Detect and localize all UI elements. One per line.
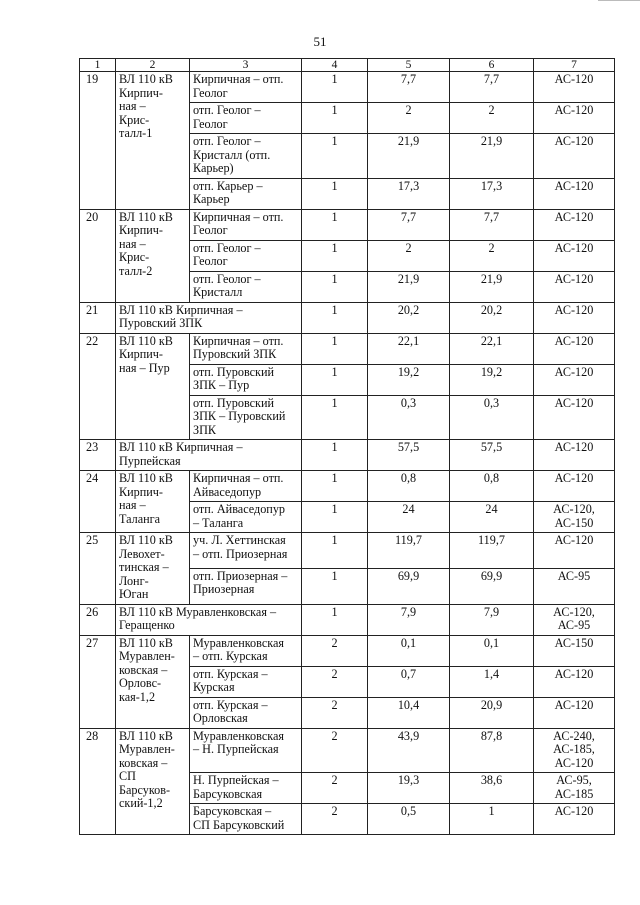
route-length: 0,5	[368, 804, 450, 835]
table-row	[80, 72, 615, 103]
line-name: ВЛ 110 кВ Кирпич- ная – Таланга	[116, 471, 190, 533]
table-row	[80, 533, 615, 569]
route-length: 0,8	[368, 471, 450, 502]
line-section: Кирпичная – отп. Геолог	[190, 209, 302, 240]
route-length: 43,9	[368, 728, 450, 773]
line-section: отп. Геолог – Геолог	[190, 103, 302, 134]
route-length: 17,3	[368, 178, 450, 209]
route-length: 69,9	[368, 568, 450, 604]
line-name: ВЛ 110 кВ Кирпич- ная – Пур	[116, 333, 190, 440]
corner-mark	[598, 0, 640, 1]
route-length: 0,1	[368, 635, 450, 666]
circuit-count: 1	[302, 134, 368, 179]
circuit-length: 69,9	[450, 568, 534, 604]
circuit-count: 2	[302, 804, 368, 835]
line-name: ВЛ 110 кВ Муравленковская – Геращенко	[116, 604, 302, 635]
circuit-count: 1	[302, 395, 368, 440]
row-number: 20	[80, 209, 116, 302]
circuit-count: 1	[302, 533, 368, 569]
line-section: отп. Пуровский ЗПК – Пур	[190, 364, 302, 395]
wire-grade: АС-120	[534, 134, 615, 179]
row-number: 28	[80, 728, 116, 835]
circuit-length: 7,7	[450, 209, 534, 240]
wire-grade: АС-120	[534, 209, 615, 240]
line-section: Муравленковская – отп. Курская	[190, 635, 302, 666]
circuit-length: 0,8	[450, 471, 534, 502]
wire-grade: АС-120, АС-95	[534, 604, 615, 635]
wire-grade: АС-120	[534, 804, 615, 835]
line-name: ВЛ 110 кВ Муравлен- ковская – Орловс- кая-1,2	[116, 635, 190, 728]
line-section: Кирпичная – отп. Геолог	[190, 72, 302, 103]
route-length: 20,2	[368, 302, 450, 333]
line-section: Барсуковская – СП Барсуковский	[190, 804, 302, 835]
route-length: 0,3	[368, 395, 450, 440]
wire-grade: АС-240, АС-185, АС-120	[534, 728, 615, 773]
circuit-length: 57,5	[450, 440, 534, 471]
column-header: 7	[534, 59, 615, 72]
circuit-count: 2	[302, 635, 368, 666]
route-length: 7,9	[368, 604, 450, 635]
column-header: 1	[80, 59, 116, 72]
wire-grade: АС-150	[534, 635, 615, 666]
route-length: 24	[368, 502, 450, 533]
route-length: 21,9	[368, 134, 450, 179]
circuit-length: 21,9	[450, 134, 534, 179]
row-number: 23	[80, 440, 116, 471]
circuit-count: 2	[302, 666, 368, 697]
circuit-length: 21,9	[450, 271, 534, 302]
column-header: 3	[190, 59, 302, 72]
line-name: ВЛ 110 кВ Кирпичная – Пуровский ЗПК	[116, 302, 302, 333]
row-number: 27	[80, 635, 116, 728]
wire-grade: АС-120	[534, 697, 615, 728]
circuit-length: 20,2	[450, 302, 534, 333]
wire-grade: АС-95	[534, 568, 615, 604]
line-section: отп. Курская – Орловская	[190, 697, 302, 728]
circuit-count: 1	[302, 178, 368, 209]
route-length: 19,3	[368, 773, 450, 804]
circuit-length: 7,9	[450, 604, 534, 635]
wire-grade: АС-120	[534, 364, 615, 395]
row-number: 22	[80, 333, 116, 440]
table-row	[80, 728, 615, 773]
wire-grade: АС-95, АС-185	[534, 773, 615, 804]
wire-grade: АС-120	[534, 178, 615, 209]
table-row	[80, 440, 615, 471]
circuit-length: 17,3	[450, 178, 534, 209]
column-header: 5	[368, 59, 450, 72]
column-header: 2	[116, 59, 190, 72]
row-number: 25	[80, 533, 116, 605]
circuit-length: 19,2	[450, 364, 534, 395]
route-length: 22,1	[368, 333, 450, 364]
wire-grade: АС-120	[534, 240, 615, 271]
circuit-length: 1,4	[450, 666, 534, 697]
line-section: уч. Л. Хеттинская – отп. Приозерная	[190, 533, 302, 569]
circuit-count: 1	[302, 440, 368, 471]
circuit-count: 1	[302, 271, 368, 302]
circuit-length: 0,3	[450, 395, 534, 440]
circuit-length: 2	[450, 240, 534, 271]
line-section: отп. Айваседопур – Таланга	[190, 502, 302, 533]
circuit-count: 1	[302, 364, 368, 395]
circuit-length: 24	[450, 502, 534, 533]
circuit-count: 2	[302, 728, 368, 773]
route-length: 119,7	[368, 533, 450, 569]
route-length: 57,5	[368, 440, 450, 471]
circuit-length: 7,7	[450, 72, 534, 103]
circuit-count: 1	[302, 604, 368, 635]
circuit-length: 0,1	[450, 635, 534, 666]
table-row	[80, 604, 615, 635]
circuit-length: 2	[450, 103, 534, 134]
circuit-count: 1	[302, 568, 368, 604]
route-length: 2	[368, 103, 450, 134]
wire-grade: АС-120	[534, 103, 615, 134]
circuit-length: 38,6	[450, 773, 534, 804]
line-section: отп. Курская – Курская	[190, 666, 302, 697]
route-length: 0,7	[368, 666, 450, 697]
wire-grade: АС-120	[534, 395, 615, 440]
power-lines-table	[79, 58, 615, 835]
circuit-count: 1	[302, 240, 368, 271]
line-section: Муравленковская – Н. Пурпейская	[190, 728, 302, 773]
circuit-count: 2	[302, 773, 368, 804]
circuit-count: 1	[302, 471, 368, 502]
circuit-length: 87,8	[450, 728, 534, 773]
circuit-count: 1	[302, 333, 368, 364]
wire-grade: АС-120, АС-150	[534, 502, 615, 533]
line-name: ВЛ 110 кВ Левохет- тинская – Лонг- Юган	[116, 533, 190, 605]
circuit-count: 1	[302, 209, 368, 240]
route-length: 7,7	[368, 72, 450, 103]
line-section: отп. Карьер – Карьер	[190, 178, 302, 209]
circuit-length: 1	[450, 804, 534, 835]
circuit-count: 1	[302, 72, 368, 103]
circuit-count: 1	[302, 502, 368, 533]
wire-grade: АС-120	[534, 666, 615, 697]
column-header: 4	[302, 59, 368, 72]
circuit-count: 1	[302, 302, 368, 333]
table-body	[80, 59, 615, 835]
table-row	[80, 333, 615, 364]
circuit-length: 119,7	[450, 533, 534, 569]
line-section: отп. Геолог – Кристалл (отп. Карьер)	[190, 134, 302, 179]
line-name: ВЛ 110 кВ Кирпич- ная – Крис- талл-1	[116, 72, 190, 210]
wire-grade: АС-120	[534, 72, 615, 103]
line-name: ВЛ 110 кВ Кирпич- ная – Крис- талл-2	[116, 209, 190, 302]
line-section: Кирпичная – отп. Пуровский ЗПК	[190, 333, 302, 364]
line-name: ВЛ 110 кВ Кирпичная – Пурпейская	[116, 440, 302, 471]
wire-grade: АС-120	[534, 440, 615, 471]
circuit-length: 20,9	[450, 697, 534, 728]
route-length: 2	[368, 240, 450, 271]
row-number: 24	[80, 471, 116, 533]
circuit-count: 2	[302, 697, 368, 728]
table-header-row	[80, 59, 615, 72]
line-section: отп. Пуровский ЗПК – Пуровский ЗПК	[190, 395, 302, 440]
line-section: отп. Геолог – Кристалл	[190, 271, 302, 302]
line-name: ВЛ 110 кВ Муравлен- ковская – СП Барсуков- ский-1,2	[116, 728, 190, 835]
row-number: 26	[80, 604, 116, 635]
line-section: Н. Пурпейская – Барсуковская	[190, 773, 302, 804]
route-length: 10,4	[368, 697, 450, 728]
page-number: 51	[313, 34, 327, 49]
line-section: отп. Геолог – Геолог	[190, 240, 302, 271]
wire-grade: АС-120	[534, 302, 615, 333]
lines-table-container	[79, 58, 615, 835]
wire-grade: АС-120	[534, 333, 615, 364]
line-section: отп. Приозерная – Приозерная	[190, 568, 302, 604]
wire-grade: АС-120	[534, 271, 615, 302]
column-header: 6	[450, 59, 534, 72]
table-row	[80, 209, 615, 240]
wire-grade: АС-120	[534, 471, 615, 502]
route-length: 21,9	[368, 271, 450, 302]
table-row	[80, 471, 615, 502]
route-length: 7,7	[368, 209, 450, 240]
table-row	[80, 635, 615, 666]
row-number: 19	[80, 72, 116, 210]
route-length: 19,2	[368, 364, 450, 395]
row-number: 21	[80, 302, 116, 333]
circuit-length: 22,1	[450, 333, 534, 364]
line-section: Кирпичная – отп. Айваседопур	[190, 471, 302, 502]
table-row	[80, 302, 615, 333]
wire-grade: АС-120	[534, 533, 615, 569]
circuit-count: 1	[302, 103, 368, 134]
